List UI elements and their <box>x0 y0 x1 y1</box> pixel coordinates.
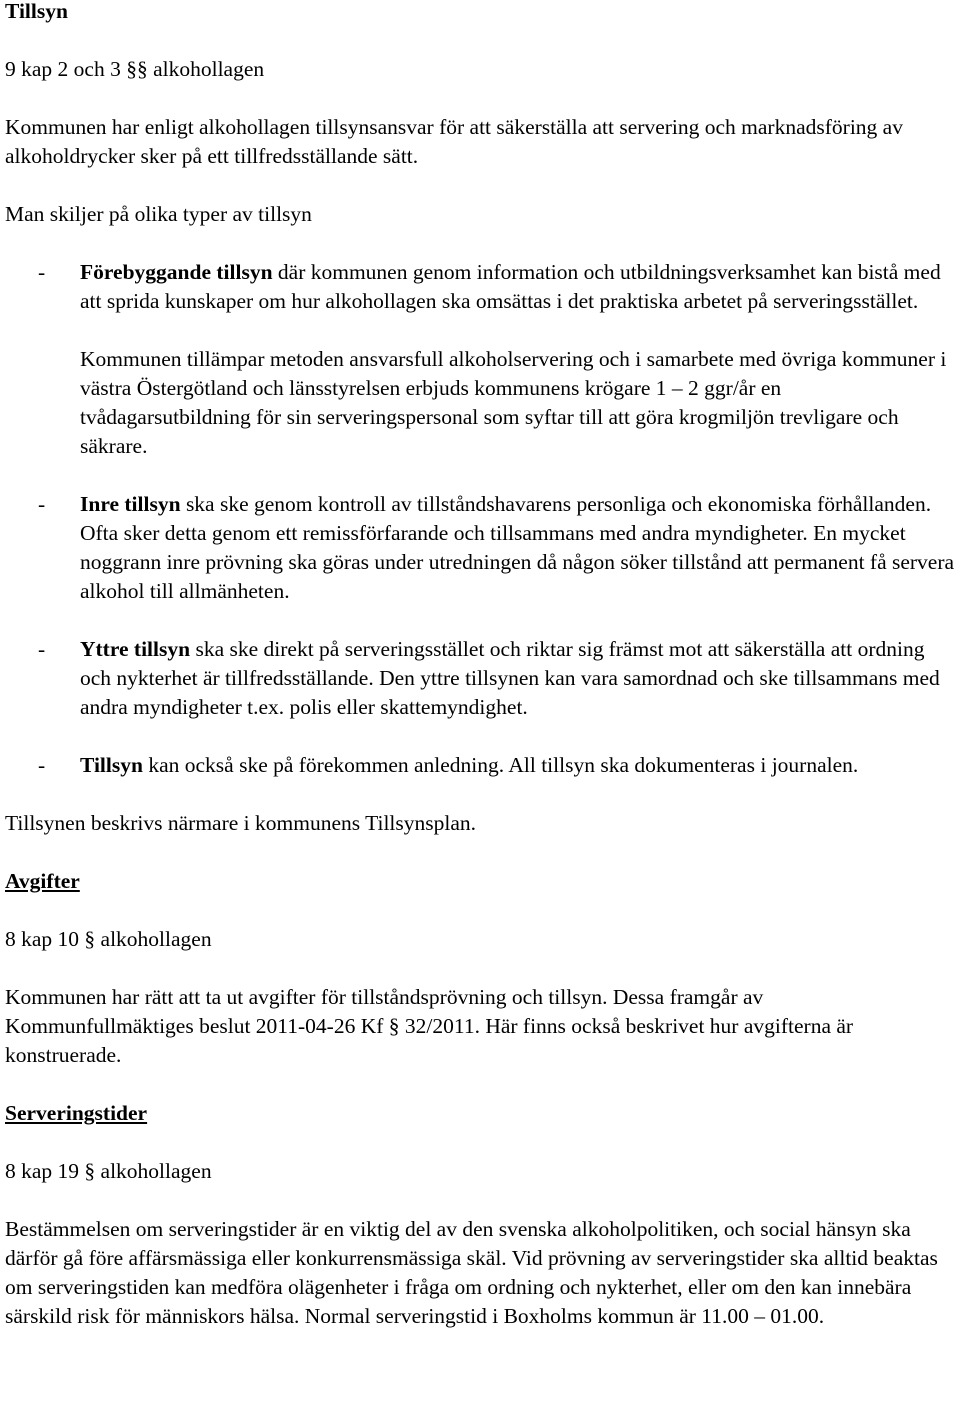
list-item-text: kan också ske på förekommen anledning. All tillsyn ska dokumenteras i journalen. <box>142 753 859 777</box>
list-item-forebyggande <box>5 258 957 316</box>
section-heading-avgifter: Avgifter <box>5 869 80 893</box>
law-reference-avgifter: 8 kap 10 § alkohollagen <box>5 927 212 951</box>
tillsyn-intro-paragraph: Kommunen har enligt alkohollagen tillsynsansvar för att säkerställa att servering och marknadsföring av alkoholdrycker sker på ett tillfredsställande sätt. <box>5 115 903 168</box>
law-reference-tillsyn: 9 kap 2 och 3 §§ alkohollagen <box>5 57 265 81</box>
law-reference-serveringstider: 8 kap 19 § alkohollagen <box>5 1159 212 1183</box>
list-item-tillsyn-anledning <box>5 751 957 780</box>
list-item-text: ska ske direkt på serveringsstället och riktar sig främst mot att säkerställa att ordning och nykterhet är tillfredsställande. Den yttre tillsynen kan vara samordnad och ske tillsammans med andra myndigheter t.ex. polis eller skattemyndighet. <box>80 637 940 719</box>
serveringstider-paragraph: Bestämmelsen om serveringstider är en viktig del av den svenska alkoholpolitiken, och social hänsyn ska därför gå före affärsmässiga eller konkurrensmässiga skäl. Vid prövning av serveringstider ska alltid beaktas om serveringstiden kan medföra olägenheter i fråga om ordning och nykterhet, eller om den kan innebära särskild risk för människors hälsa. Normal serveringstid i Boxholms kommun är 11.00 – 01.00. <box>5 1217 938 1328</box>
list-dash: - <box>38 753 46 777</box>
document-page <box>5 0 957 1331</box>
ansvarsfull-alkoholservering-paragraph: Kommunen tillämpar metoden ansvarsfull alkoholservering och i samarbete med övriga kommuner i västra Östergötland och länsstyrelsen erbjuds kommunens krögare 1 – 2 ggr/år en tvådagarsutbildning för sin serveringspersonal som syftar till att göra krogmiljön trevligare och säkrare. <box>80 347 947 458</box>
list-item-text: där kommunen genom information och utbildningsverksamhet kan bistå med att sprida kunskaper om hur alkohollagen ska omsättas i det praktiska arbetet på serveringsstället. <box>80 260 941 313</box>
list-dash: - <box>38 260 46 284</box>
list-dash: - <box>38 492 46 516</box>
tillsyn-closing-paragraph: Tillsynen beskrivs närmare i kommunens Tillsynsplan. <box>5 811 477 835</box>
section-heading-tillsyn: Tillsyn <box>5 0 68 23</box>
list-item-term: Inre tillsyn <box>80 492 181 516</box>
list-item-term: Tillsyn <box>80 753 143 777</box>
list-item-text: ska ske genom kontroll av tillståndshavarens personliga och ekonomiska förhållanden. Ofta sker detta genom ett remissförfarande och tillsammans med andra myndigheter. En mycket noggrann inre prövning ska göras under utredningen då någon söker tillstånd att permanent få servera alkohol till allmänheten. <box>80 492 955 603</box>
tillsyn-types-intro: Man skiljer på olika typer av tillsyn <box>5 202 312 226</box>
avgifter-paragraph: Kommunen har rätt att ta ut avgifter för tillståndsprövning och tillsyn. Dessa framgår av Kommunfullmäktiges beslut 2011-04-26 Kf § 32/2011. Här finns också beskrivet hur avgifterna är konstruerade. <box>5 985 854 1067</box>
list-dash: - <box>38 637 46 661</box>
list-item-term: Yttre tillsyn <box>80 637 191 661</box>
list-item-yttre-tillsyn <box>5 635 957 722</box>
list-item-term: Förebyggande tillsyn <box>80 260 273 284</box>
list-item-inre-tillsyn <box>5 490 957 606</box>
section-heading-serveringstider: Serveringstider <box>5 1101 148 1125</box>
